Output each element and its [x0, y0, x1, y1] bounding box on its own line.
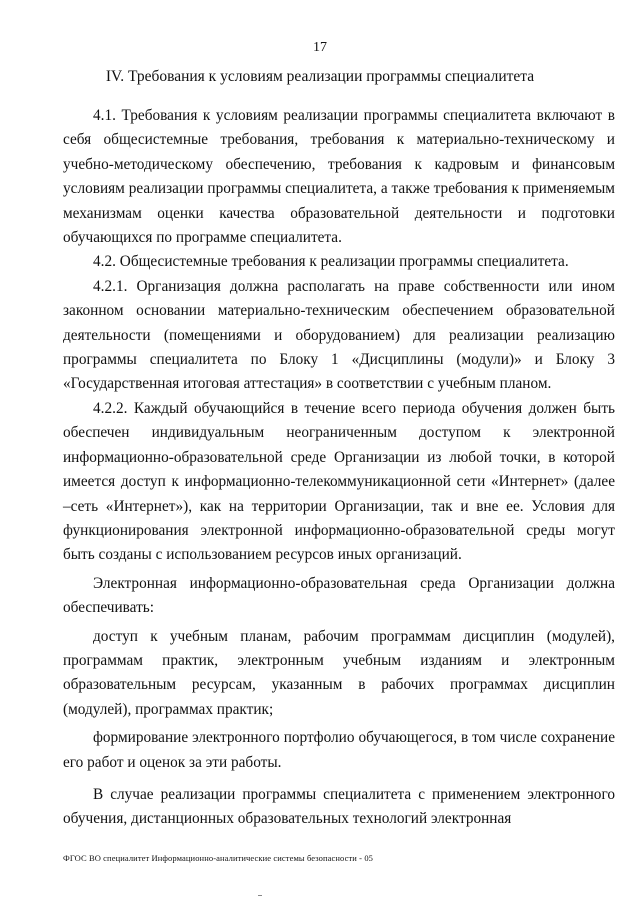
paragraph-eios-intro: Электронная информационно-образовательная среда Организации должна обеспечивать: — [63, 574, 615, 617]
scan-artifact — [258, 895, 262, 896]
page-footer: ФГОС ВО специалитет Информационно-аналитические системы безопасности - 05 — [63, 853, 374, 863]
page-number: 17 — [313, 40, 327, 55]
paragraph-remote-learning: В случае реализации программы специалитета с применением электронного обучения, дистанционных образовательных технологий электронная — [63, 785, 615, 828]
paragraph-eios-portfolio: формирование электронного портфолио обучающегося, в том числе сохранение его работ и оценок за эти работы. — [63, 729, 615, 771]
section-heading: IV. Требования к условиям реализации программы специалитета — [105, 68, 535, 85]
document-body — [63, 104, 615, 832]
paragraph-4-1: 4.1. Требования к условиям реализации программы специалитета включают в себя общесистемные требования, требования к материально-техническому и учебно-методическому обеспечению, требования к кадровым и финансовым условиям реализации программы специалитета, а также требования к применяемым механизмам оценки качества образовательной деятельности и подготовки обучающихся по программе специалитета. — [63, 107, 615, 247]
paragraph-4-2: 4.2. Общесистемные требования к реализации программы специалитета. — [93, 253, 569, 271]
paragraph-4-2-1: 4.2.1. Организация должна располагать на праве собственности или ином законном основании материально-техническим обеспечением образовательной деятельности (помещениями и оборудованием) для реализации реализацию программы специалитета по Блоку 1 «Дисциплины (модули)» и Блоку 3 «Государственная итоговая аттестация» в соответствии с учебным планом. — [63, 277, 615, 393]
paragraph-4-2-2: 4.2.2. Каждый обучающийся в течение всего периода обучения должен быть обеспечен индивидуальным неограниченным доступом к электронной информационно-образовательной среде Организации из любой точки, в которой имеется доступ к информационно-телекоммуникационной сети «Интернет» (далее –сеть «Интернет»), как на территории Организации, так и вне ее. Условия для функционирования электронной информационно-образовательной среды могут быть созданы с использованием ресурсов иных организаций. — [63, 399, 615, 564]
paragraph-eios-access: доступ к учебным планам, рабочим программам дисциплин (модулей), программам практик, электронным учебным изданиям и электронным образовательным ресурсам, указанным в рабочих программах дисциплин (модулей), программах практик; — [63, 627, 615, 718]
